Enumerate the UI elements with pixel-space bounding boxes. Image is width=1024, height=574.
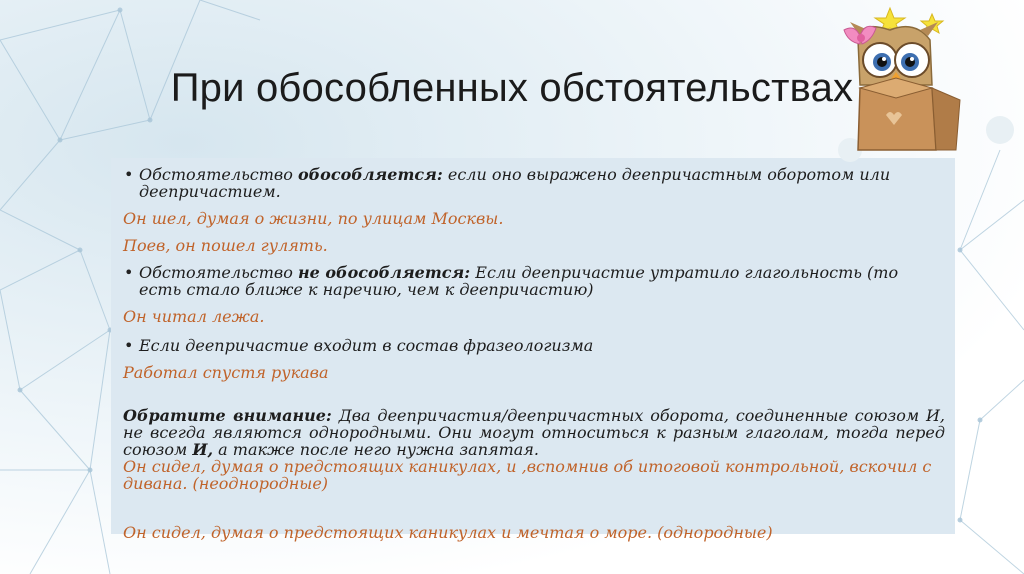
- rule-not-isolated: [123, 264, 945, 298]
- example-6: Он сидел, думая о предстоящих каникулах и мечтая о море. (однородные): [123, 523, 773, 542]
- rule1-bold: обособляется:: [297, 165, 443, 184]
- rule2-prefix: Обстоятельство: [139, 263, 298, 282]
- example-4: Работал спустя рукава: [123, 363, 329, 382]
- note-bold: Обратите внимание:: [123, 406, 332, 425]
- content-box: [111, 158, 955, 542]
- rule-phraseologism: • Если деепричастие входит в состав фразеологизма: [123, 337, 945, 354]
- rule1-prefix: Обстоятельство: [139, 165, 298, 184]
- example-2: Поев, он пошел гулять.: [123, 236, 328, 255]
- example-3: Он читал лежа.: [123, 307, 265, 326]
- note-bold-i: И,: [192, 440, 214, 459]
- rule-isolated: [123, 166, 945, 200]
- example-1: Он шел, думая о жизни, по улицам Москвы.: [123, 209, 504, 228]
- note-text-2: а также после него нужна запятая.: [213, 440, 539, 459]
- rule1-suffix: если оно выражено деепричастным оборотом или деепричастием.: [139, 165, 891, 201]
- note-text-1: Два деепричастия/деепричастных оборота, соединенные союзом И, не всегда являются однородными. Они могут относиться к разным глаголам, тогда перед союзом: [123, 406, 945, 459]
- owl-in-box-icon: [820, 0, 1024, 165]
- slide-title: При обособленных обстоятельствах: [170, 66, 854, 110]
- rule2-bold: не обособляется:: [297, 263, 471, 282]
- example-5: Он сидел, думая о предстоящих каникулах, и ,вспомнив об итоговой контрольной, вскочил с дивана. (неоднородные): [123, 457, 932, 493]
- rule2-suffix: Если деепричастие утратило глагольность (то есть стало ближе к наречию, чем к деепричастию): [139, 263, 899, 299]
- attention-note: [123, 407, 945, 458]
